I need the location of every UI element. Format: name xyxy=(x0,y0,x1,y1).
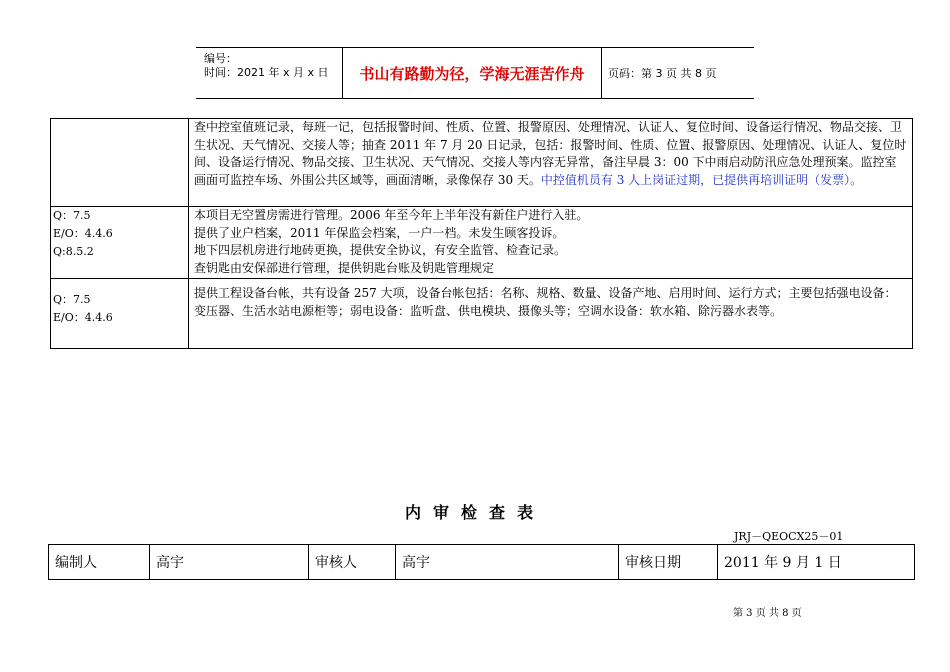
clause-reference-cell xyxy=(51,279,189,349)
table-row xyxy=(51,119,913,207)
page-footer: 第 3 页 共 8 页 xyxy=(733,608,802,619)
audit-table xyxy=(50,118,913,349)
clause-reference: Q：7.5 xyxy=(53,293,91,306)
table-row xyxy=(49,545,915,580)
finding-note-blue: 中控值机员有 3 人上岗证过期，已提供再培训证明（发票）。 xyxy=(540,172,863,187)
finding-text: 提供工程设备台帐，共有设备 257 大项，设备台帐包括：名称、规格、数量、设备产地、启用时间、运行方式；主要包括强电设备：变压器、生活水站电源柜等；弱电设备：监听盘、供电模块、摄像头等；空调水设备：软水箱、除污器水表等。 xyxy=(194,286,897,318)
finding-line: 地下四层机房进行地砖更换，提供安全协议，有安全监管、检查记录。 xyxy=(194,243,567,257)
clause-reference: E/O：4.4.6 xyxy=(53,311,113,324)
finding-line: 本项目无空置房需进行管理。2006 年至今年上半年没有新住户进行入驻。 xyxy=(194,208,589,222)
header-motto: 书山有路勤为径，学海无涯苦作舟 xyxy=(343,48,602,98)
signoff-table xyxy=(48,544,915,580)
finding-line: 提供了业户档案，2011 年保监会档案，一户一档。未发生顾客投诉。 xyxy=(194,225,565,240)
number-label: 编号： xyxy=(204,52,237,65)
clause-reference-cell xyxy=(51,207,189,279)
finding-cell xyxy=(189,119,913,207)
preparer-value: 高宇 xyxy=(150,545,309,580)
form-code: JRJ－QEOCX25－01 xyxy=(734,530,844,543)
table-row xyxy=(51,279,913,349)
table-row xyxy=(51,207,913,279)
finding-line: 查钥匙由安保部进行管理，提供钥匙台账及钥匙管理规定 xyxy=(194,260,495,275)
audit-date-value: 2011 年 9 月 1 日 xyxy=(718,545,915,580)
finding-cell xyxy=(189,207,913,279)
finding-text: 查中控室值班记录，每班一记，包括报警时间、性质、位置、报警原因、处理情况、认证人、复位时间、设备运行情况、物品交接、卫生状况、天气情况、交接人等；抽查 2011 年 7 月 20 日记录，包括：报警时间、性质、位置、报警原因、处理情况、认证人、复位时间、设备运行情况、物品交接、卫生状况、天气情况、交接人等内容无异常，备注早晨 3：00 下中雨启动防汛应急处理预案。监控室画面可监控车场、外围公共区域等，画面清晰，录像保存 30 天。 xyxy=(194,120,907,187)
header-meta xyxy=(196,48,343,98)
clause-reference-cell xyxy=(51,119,189,207)
form-title: 内审检查表 xyxy=(404,503,545,522)
time-label: 时间：2021 年 x 月 x 日 xyxy=(204,66,329,79)
reviewer-value: 高宇 xyxy=(396,545,619,580)
preparer-label: 编制人 xyxy=(49,545,150,580)
finding-cell xyxy=(189,279,913,349)
clause-reference: Q：7.5 xyxy=(53,209,91,222)
header-page-number: 页码：第 3 页 共 8 页 xyxy=(608,67,717,80)
audit-date-label: 审核日期 xyxy=(619,545,718,580)
clause-reference: Q:8.5.2 xyxy=(53,245,94,258)
reviewer-label: 审核人 xyxy=(309,545,396,580)
clause-reference: E/O：4.4.6 xyxy=(53,227,113,240)
page-header xyxy=(196,47,754,99)
